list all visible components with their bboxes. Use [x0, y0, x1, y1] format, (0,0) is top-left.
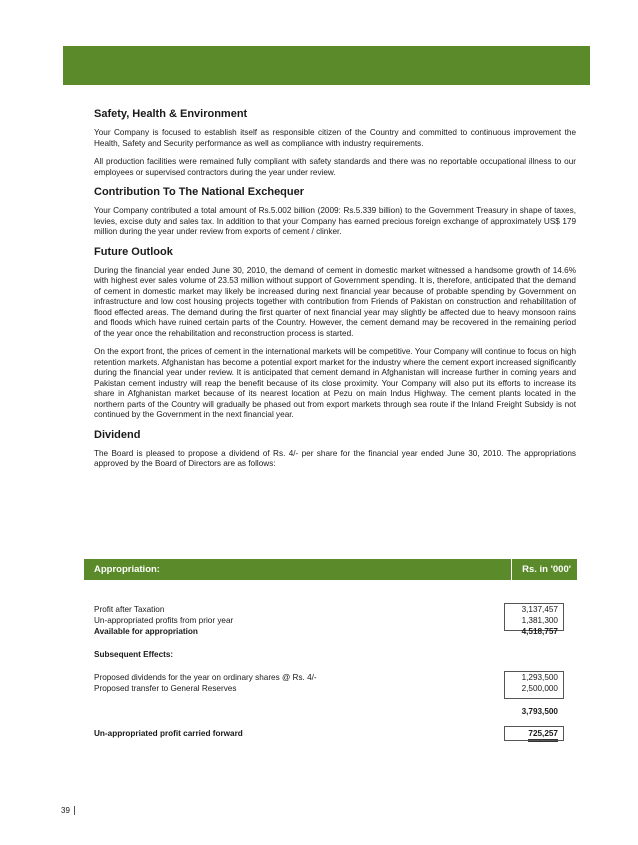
outlook-paragraph-1: During the financial year ended June 30, 2010, the demand of cement in domestic market witnessed a handsome growth of 14.6% with highest ever sales volume of 23.53 million without support of Government spending. It is, therefore, anticipated that the demand of cement in domestic market may likely be increased during next financial year because of probable spending by Government on infrastructure and low cost housing projects together with contribution from Friends of Pakistan on construction and rehabilitation of flood effected areas. The demand during the first quarter of next financial year may slightly be affected due to heavy monsoon rains and floods which have ruined certain parts of the Country. However, the cement demand may be recovered in the remaining period of the year once the rehabilitation and reconstruction process is started. [94, 265, 576, 338]
currency-unit-label: Rs. in '000' [511, 559, 571, 580]
table-row: Profit after Taxation 3,137,457 [94, 605, 558, 614]
table-row-subtotal: 3,793,500 [521, 707, 558, 716]
table-row: Proposed transfer to General Reserves 2,500,000 [94, 684, 558, 693]
outlook-paragraph-2: On the export front, the prices of cement in the international markets will be competitive. Your Company will continue to focus on high retention markets. Afghanistan has become a potential export market for the industry where the cement export increased significantly during the financial year under review. It is anticipated that cement demand in Afghanistan will increase further in coming years and Pakistan cement industry will reap the benefit because of its close proximity. Your Company will also put its efforts to increase its share in Afghanistan market because of its nearest location at Pezu on main Indus Highway. The cement plants located in the northern parts of the Country will gradually be phased out from export markets through sea route if the Inland Freight Subsidy is not continued by the Government in the next financial year. [94, 347, 576, 419]
report-body [94, 108, 576, 478]
page-footer [61, 806, 75, 815]
dividend-paragraph: The Board is pleased to propose a dividend of Rs. 4/- per share for the financial year ended June 30, 2010. The appropriations approved by the Board of Directors are as follows: [94, 448, 576, 468]
table-row-carried-forward: Un-appropriated profit carried forward 725,257 [94, 728, 574, 739]
contribution-heading: Contribution To The National Exchequer [94, 186, 305, 198]
page-number: 39 [61, 806, 70, 815]
safety-paragraph-1: Your Company is focused to establish itself as responsible citizen of the Country and committed to continuous improvement the Health, Safety and Security performance as well as compliance with industry requirements. [94, 128, 576, 148]
table-row: Proposed dividends for the year on ordinary shares @ Rs. 4/- 1,293,500 [94, 673, 558, 682]
table-row: Un-appropriated profits from prior year 1,381,300 [94, 616, 558, 625]
table-row-total: Available for appropriation 4,518,757 [94, 627, 558, 636]
footer-divider [74, 806, 75, 815]
appropriation-label: Appropriation: [94, 564, 160, 575]
safety-paragraph-2: All production facilities were remained fully compliant with safety standards and there was no reportable occupational illness to our employees or supervised contractors during the year under review. [94, 157, 576, 177]
dividend-heading: Dividend [94, 428, 141, 441]
safety-heading: Safety, Health & Environment [94, 108, 248, 120]
subsequent-effects-label: Subsequent Effects: [94, 650, 174, 659]
appropriation-header-bar [84, 559, 577, 580]
outlook-heading: Future Outlook [94, 245, 173, 258]
contribution-paragraph: Your Company contributed a total amount of Rs.5.002 billion (2009: Rs.5.339 billion) to the Government Treasury in shape of taxes, levies, excise duty and sales tax. In addition to that your Company has earned precious foreign exchange of approximately US$ 179 million during the year under review from exports of cement / clinker. [94, 206, 576, 236]
header-banner [63, 46, 590, 85]
